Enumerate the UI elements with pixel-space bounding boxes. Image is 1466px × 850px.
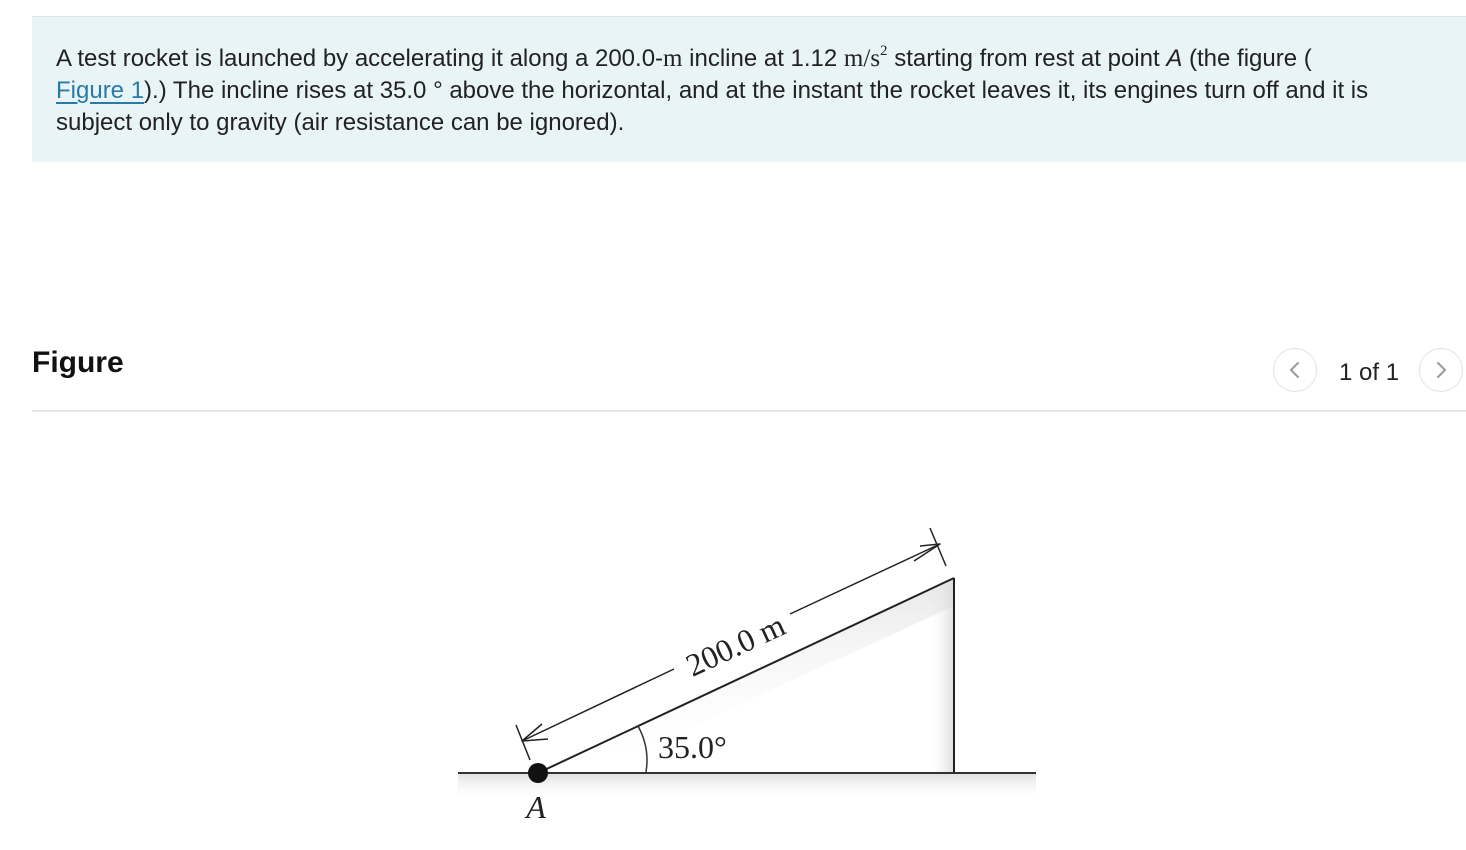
dimension-tick-lower	[516, 725, 530, 760]
problem-text-part-4: (the figure (	[1182, 45, 1312, 72]
point-name: A	[1166, 45, 1183, 72]
distance-label: 200.0 m	[680, 606, 791, 684]
acceleration-unit-base: m/s	[843, 45, 881, 72]
angle-label: 35.0°	[658, 729, 727, 765]
point-a-label: A	[526, 789, 546, 825]
problem-text-part-5: ).) The incline rises at 35.0 ° above the horizontal, and at the instant the rocket leaves it, its engines turn off and it is subject only to gravity (air resistance can be ignored).	[56, 77, 1369, 136]
incline-surface	[538, 578, 954, 773]
acceleration-unit-exponent: 2	[880, 42, 888, 59]
dimension-arrowhead-upper	[914, 544, 940, 561]
point-a-marker	[528, 763, 548, 783]
figure-heading: Figure	[32, 346, 124, 379]
unit-meter: m	[663, 45, 683, 72]
dimension-arrowhead-lower	[522, 724, 548, 741]
problem-text-part-2: incline at 1.12	[682, 45, 844, 72]
figure-link[interactable]: Figure 1	[56, 77, 145, 104]
problem-text-part-3: starting from rest at point	[887, 45, 1167, 72]
figure-counter: 1 of 1	[1339, 359, 1400, 386]
problem-text-part-1: A test rocket is launched by accelerating it along a 200.0-	[56, 45, 664, 72]
